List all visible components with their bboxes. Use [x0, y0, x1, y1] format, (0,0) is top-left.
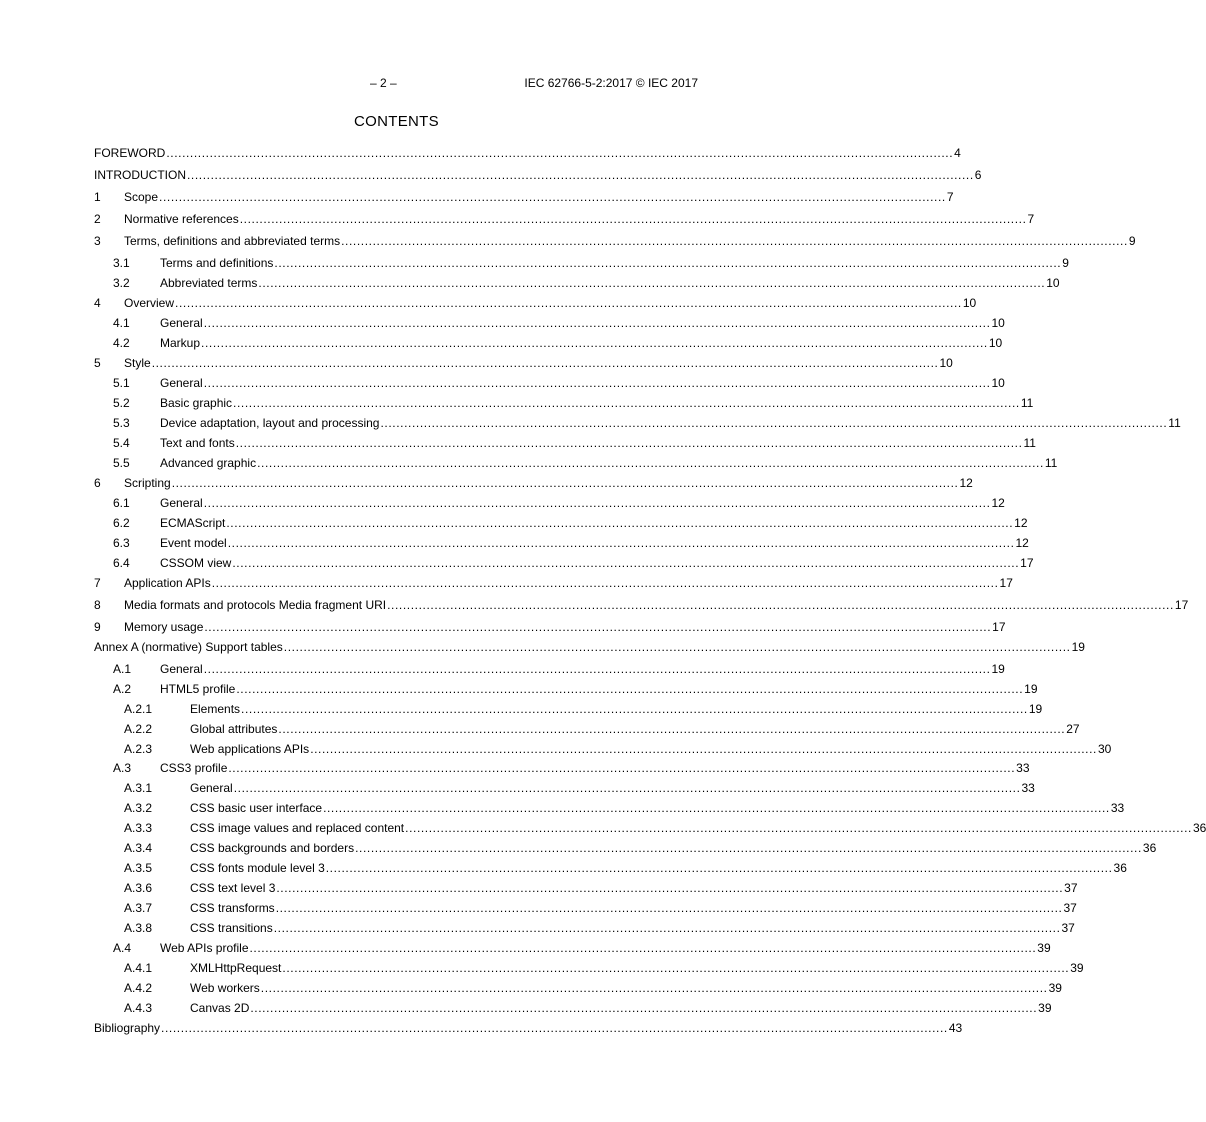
- toc-entry-title: Web workers: [190, 981, 260, 995]
- toc-dot-leader: ........................................................................................................................................................................................................: [257, 456, 1044, 470]
- toc-entry[interactable]: [94, 336, 1003, 350]
- toc-dot-leader: ........................................................................................................................................................................................................: [310, 742, 1097, 756]
- toc-entry-number: A.4.2: [124, 981, 153, 995]
- toc-entry-title: CSS basic user interface: [190, 801, 323, 815]
- toc-dot-leader: ........................................................................................................................................................................................................: [233, 781, 1021, 795]
- toc-dot-leader: ........................................................................................................................................................................................................: [282, 961, 1070, 975]
- toc-dot-leader: ........................................................................................................................................................................................................: [203, 496, 991, 510]
- toc-entry-number: A.4.3: [124, 1001, 153, 1015]
- toc-entry-page: 10: [988, 336, 1003, 350]
- toc-entry-page: 30: [1097, 742, 1112, 756]
- toc-dot-leader: ........................................................................................................................................................................................................: [211, 576, 999, 590]
- toc-entry[interactable]: [94, 296, 977, 310]
- toc-entry-page: 37: [1063, 901, 1077, 915]
- toc-entry-page: 33: [1016, 761, 1030, 775]
- toc-dot-leader: ........................................................................................................................................................................................................: [227, 536, 1015, 550]
- toc-entry[interactable]: [94, 576, 1013, 590]
- toc-entry-title: Terms and definitions: [160, 256, 274, 270]
- toc-dot-leader: ........................................................................................................................................................................................................: [187, 168, 974, 182]
- toc-entry[interactable]: [94, 556, 1034, 570]
- toc-dot-leader: ........................................................................................................................................................................................................: [203, 376, 991, 390]
- toc-entry-title: Canvas 2D: [190, 1001, 250, 1015]
- toc-entry[interactable]: [94, 640, 1085, 654]
- toc-entry-title: Normative references: [124, 212, 239, 226]
- toc-entry[interactable]: [94, 456, 1058, 470]
- toc-entry[interactable]: [94, 168, 982, 182]
- toc-entry[interactable]: [94, 742, 1112, 756]
- toc-dot-leader: ........................................................................................................................................................................................................: [276, 881, 1064, 895]
- toc-entry-title: CSS3 profile: [160, 761, 228, 775]
- toc-dot-leader: ........................................................................................................................................................................................................: [241, 702, 1028, 716]
- toc-entry-number: 6.1: [113, 496, 130, 510]
- toc-entry[interactable]: [94, 146, 961, 160]
- toc-entry-page: 4: [954, 146, 961, 160]
- toc-entry-page: 43: [948, 1021, 963, 1035]
- toc-entry-page: 36: [1192, 821, 1206, 835]
- toc-entry-number: 5.3: [113, 416, 130, 430]
- toc-dot-leader: ........................................................................................................................................................................................................: [161, 1021, 948, 1035]
- toc-entry-page: 9: [1062, 256, 1069, 270]
- toc-entry[interactable]: [94, 436, 1036, 450]
- toc-entry-number: 3: [94, 234, 101, 248]
- toc-entry-page: 17: [1020, 556, 1034, 570]
- toc-entry-title: Markup: [160, 336, 201, 350]
- toc-entry[interactable]: [94, 821, 1206, 835]
- toc-entry-title: Advanced graphic: [160, 456, 257, 470]
- toc-entry-title: CSS fonts module level 3: [190, 861, 325, 875]
- toc-entry[interactable]: [94, 702, 1043, 716]
- toc-entry[interactable]: [94, 376, 1005, 390]
- toc-entry-title: Application APIs: [124, 576, 211, 590]
- toc-entry[interactable]: [94, 316, 1005, 330]
- toc-entry-title: Global attributes: [190, 722, 278, 736]
- toc-entry-page: 10: [991, 376, 1005, 390]
- toc-dot-leader: ........................................................................................................................................................................................................: [226, 516, 1014, 530]
- toc-dot-leader: ........................................................................................................................................................................................................: [250, 1001, 1038, 1015]
- toc-dot-leader: ........................................................................................................................................................................................................: [233, 396, 1020, 410]
- toc-entry-number: A.2: [113, 682, 132, 696]
- toc-entry-title: HTML5 profile: [160, 682, 236, 696]
- toc-entry-title: General: [160, 662, 203, 676]
- toc-entry-page: 11: [1168, 416, 1181, 430]
- toc-entry-page: 9: [1128, 234, 1136, 248]
- toc-entry-page: 11: [1044, 456, 1058, 470]
- toc-entry-number: 2: [94, 212, 101, 226]
- toc-entry-page: 10: [939, 356, 953, 370]
- toc-dot-leader: ........................................................................................................................................................................................................: [151, 356, 939, 370]
- toc-entry-page: 7: [946, 190, 954, 204]
- toc-dot-leader: ........................................................................................................................................................................................................: [275, 901, 1063, 915]
- toc-dot-leader: ........................................................................................................................................................................................................: [239, 212, 1027, 226]
- toc-entry-page: 12: [991, 496, 1005, 510]
- toc-entry-title: Terms, definitions and abbreviated terms: [124, 234, 341, 248]
- toc-entry-title: XMLHttpRequest: [190, 961, 282, 975]
- toc-entry-page: 37: [1064, 881, 1078, 895]
- toc-entry-page: 19: [1028, 702, 1043, 716]
- toc-entry-page: 6: [974, 168, 982, 182]
- toc-entry[interactable]: [94, 761, 1030, 775]
- toc-entry-number: A.1: [113, 662, 132, 676]
- toc-entry-title: Style: [124, 356, 151, 370]
- toc-entry-number: 3.2: [113, 276, 130, 290]
- toc-entry-title: Annex A (normative) Support tables: [94, 640, 283, 654]
- toc-entry-number: A.3.3: [124, 821, 153, 835]
- toc-dot-leader: ........................................................................................................................................................................................................: [175, 296, 962, 310]
- toc-entry-title: Overview: [124, 296, 175, 310]
- toc-entry-number: A.3.4: [124, 841, 153, 855]
- toc-entry[interactable]: [94, 516, 1028, 530]
- toc-entry-number: 4: [94, 296, 101, 310]
- toc-entry-page: 17: [1174, 598, 1189, 612]
- toc-entry[interactable]: [94, 901, 1077, 915]
- toc-dot-leader: ........................................................................................................................................................................................................: [235, 436, 1023, 450]
- toc-entry-title: CSS image values and replaced content: [190, 821, 405, 835]
- toc-entry-title: Web applications APIs: [190, 742, 310, 756]
- toc-entry-title: CSSOM view: [160, 556, 232, 570]
- toc-entry-page: 39: [1048, 981, 1062, 995]
- toc-entry-page: 33: [1021, 781, 1035, 795]
- toc-entry[interactable]: [94, 396, 1034, 410]
- toc-entry-title: INTRODUCTION: [94, 168, 186, 182]
- toc-entry-number: 7: [94, 576, 101, 590]
- toc-dot-leader: ........................................................................................................................................................................................................: [283, 640, 1071, 654]
- toc-entry-page: 10: [1046, 276, 1060, 290]
- toc-entry-number: 5.5: [113, 456, 130, 470]
- toc-entry-title: FOREWORD: [94, 146, 166, 160]
- toc-entry-title: Scope: [124, 190, 159, 204]
- toc-entry-page: 39: [1070, 961, 1084, 975]
- toc-entry[interactable]: [94, 841, 1157, 855]
- toc-entry-number: 5.4: [113, 436, 130, 450]
- toc-entry-title: CSS backgrounds and borders: [190, 841, 355, 855]
- toc-dot-leader: ........................................................................................................................................................................................................: [274, 256, 1062, 270]
- toc-dot-leader: ........................................................................................................................................................................................................: [273, 921, 1061, 935]
- toc-dot-leader: ........................................................................................................................................................................................................: [323, 801, 1110, 815]
- toc-dot-leader: ........................................................................................................................................................................................................: [171, 476, 959, 490]
- toc-entry-number: A.3.7: [124, 901, 153, 915]
- toc-entry-number: A.2.1: [124, 702, 153, 716]
- toc-entry-title: Event model: [160, 536, 227, 550]
- toc-entry-title: CSS transforms: [190, 901, 275, 915]
- toc-entry-page: 27: [1066, 722, 1080, 736]
- toc-entry-number: A.2.3: [124, 742, 153, 756]
- toc-dot-leader: ........................................................................................................................................................................................................: [387, 598, 1174, 612]
- toc-entry-page: 36: [1142, 841, 1157, 855]
- toc-dot-leader: ........................................................................................................................................................................................................: [203, 662, 991, 676]
- page-number: – 2 –: [370, 76, 397, 90]
- toc-entry-number: A.4: [113, 941, 132, 955]
- toc-entry[interactable]: [94, 722, 1080, 736]
- toc-entry-page: 17: [992, 620, 1006, 634]
- toc-entry[interactable]: [94, 682, 1038, 696]
- toc-entry[interactable]: [94, 416, 1181, 430]
- toc-entry[interactable]: [94, 781, 1035, 795]
- toc-dot-leader: ........................................................................................................................................................................................................: [228, 761, 1016, 775]
- toc-entry-title: General: [160, 316, 203, 330]
- toc-dot-leader: ........................................................................................................................................................................................................: [258, 276, 1046, 290]
- toc-entry-number: A.3.6: [124, 881, 153, 895]
- toc-entry[interactable]: [94, 861, 1127, 875]
- toc-entry-title: Text and fonts: [160, 436, 235, 450]
- document-reference: IEC 62766-5-2:2017 © IEC 2017: [524, 76, 698, 90]
- toc-dot-leader: ........................................................................................................................................................................................................: [166, 146, 954, 160]
- toc-entry-page: 36: [1113, 861, 1127, 875]
- toc-entry-page: 12: [1014, 516, 1028, 530]
- toc-entry[interactable]: [94, 256, 1069, 270]
- toc-entry-title: CSS transitions: [190, 921, 273, 935]
- toc-entry[interactable]: [94, 212, 1035, 226]
- toc-entry[interactable]: [94, 662, 1005, 676]
- toc-entry[interactable]: [94, 961, 1084, 975]
- toc-entry[interactable]: [94, 276, 1060, 290]
- toc-entry-title: ECMAScript: [160, 516, 226, 530]
- toc-entry-page: 19: [1024, 682, 1038, 696]
- toc-entry-title: Web APIs profile: [160, 941, 249, 955]
- toc-entry-number: A.2.2: [124, 722, 153, 736]
- toc-entry[interactable]: [94, 620, 1006, 634]
- toc-entry-title: Elements: [190, 702, 241, 716]
- toc-dot-leader: ........................................................................................................................................................................................................: [203, 316, 991, 330]
- toc-entry[interactable]: [94, 801, 1125, 815]
- toc-dot-leader: ........................................................................................................................................................................................................: [204, 620, 992, 634]
- toc-entry-title: CSS text level 3: [190, 881, 276, 895]
- toc-entry-number: A.3: [113, 761, 132, 775]
- toc-entry-number: A.4.1: [124, 961, 153, 975]
- toc-entry-title: Basic graphic: [160, 396, 233, 410]
- toc-dot-leader: ........................................................................................................................................................................................................: [405, 821, 1192, 835]
- toc-entry[interactable]: [94, 1001, 1052, 1015]
- toc-entry-page: 12: [1015, 536, 1029, 550]
- toc-entry-page: 10: [962, 296, 977, 310]
- toc-entry-title: General: [160, 496, 203, 510]
- toc-entry[interactable]: [94, 496, 1005, 510]
- toc-entry-number: 6: [94, 476, 101, 490]
- toc-entry-number: 5.2: [113, 396, 130, 410]
- toc-entry-page: 12: [959, 476, 973, 490]
- toc-entry-number: 9: [94, 620, 101, 634]
- toc-dot-leader: ........................................................................................................................................................................................................: [249, 941, 1037, 955]
- toc-entry[interactable]: [94, 981, 1062, 995]
- toc-dot-leader: ........................................................................................................................................................................................................: [232, 556, 1020, 570]
- toc-entry-title: General: [190, 781, 233, 795]
- toc-entry-number: A.3.8: [124, 921, 153, 935]
- toc-entry-title: Device adaptation, layout and processing: [160, 416, 380, 430]
- toc-entry-page: 10: [991, 316, 1005, 330]
- toc-entry-title: Bibliography: [94, 1021, 161, 1035]
- toc-entry-page: 39: [1037, 941, 1051, 955]
- toc-dot-leader: ........................................................................................................................................................................................................: [380, 416, 1168, 430]
- toc-entry-number: 4.2: [113, 336, 130, 350]
- toc-entry[interactable]: [94, 234, 1136, 248]
- toc-entry-number: 1: [94, 190, 101, 204]
- toc-entry[interactable]: [94, 1021, 963, 1035]
- toc-entry[interactable]: [94, 476, 973, 490]
- toc-entry-number: 6.3: [113, 536, 130, 550]
- toc-entry-number: 6.2: [113, 516, 130, 530]
- toc-entry-title: Memory usage: [124, 620, 204, 634]
- toc-dot-leader: ........................................................................................................................................................................................................: [201, 336, 988, 350]
- toc-entry-page: 17: [999, 576, 1013, 590]
- toc-dot-leader: ........................................................................................................................................................................................................: [355, 841, 1142, 855]
- toc-entry-page: 39: [1038, 1001, 1052, 1015]
- toc-entry[interactable]: [94, 190, 954, 204]
- toc-entry[interactable]: [94, 881, 1078, 895]
- toc-entry-page: 37: [1061, 921, 1075, 935]
- toc-entry-number: 3.1: [113, 256, 130, 270]
- toc-dot-leader: ........................................................................................................................................................................................................: [278, 722, 1066, 736]
- toc-entry-page: 33: [1110, 801, 1125, 815]
- toc-entry-page: 11: [1020, 396, 1034, 410]
- toc-entry[interactable]: [94, 941, 1051, 955]
- toc-dot-leader: ........................................................................................................................................................................................................: [260, 981, 1048, 995]
- toc-entry-title: Scripting: [124, 476, 171, 490]
- toc-entry-number: A.3.2: [124, 801, 153, 815]
- toc-entry[interactable]: [94, 536, 1029, 550]
- toc-dot-leader: ........................................................................................................................................................................................................: [159, 190, 946, 204]
- toc-entry-title: Media formats and protocols Media fragment URI: [124, 598, 387, 612]
- toc-dot-leader: ........................................................................................................................................................................................................: [236, 682, 1024, 696]
- toc-entry-number: 8: [94, 598, 101, 612]
- toc-dot-leader: ........................................................................................................................................................................................................: [341, 234, 1128, 248]
- toc-entry-number: 5: [94, 356, 101, 370]
- toc-entry-page: 7: [1027, 212, 1035, 226]
- toc-entry-number: A.3.1: [124, 781, 153, 795]
- toc-dot-leader: ........................................................................................................................................................................................................: [325, 861, 1113, 875]
- toc-entry-page: 11: [1023, 436, 1036, 450]
- toc-entry[interactable]: [94, 921, 1075, 935]
- toc-entry-number: 6.4: [113, 556, 130, 570]
- toc-entry-title: General: [160, 376, 203, 390]
- toc-entry-page: 19: [1071, 640, 1085, 654]
- toc-entry-number: A.3.5: [124, 861, 153, 875]
- page-title: CONTENTS: [354, 113, 439, 130]
- toc-entry[interactable]: [94, 356, 953, 370]
- toc-entry-number: 4.1: [113, 316, 130, 330]
- toc-entry[interactable]: [94, 598, 1189, 612]
- toc-entry-title: Abbreviated terms: [160, 276, 258, 290]
- toc-entry-page: 19: [991, 662, 1005, 676]
- toc-entry-number: 5.1: [113, 376, 130, 390]
